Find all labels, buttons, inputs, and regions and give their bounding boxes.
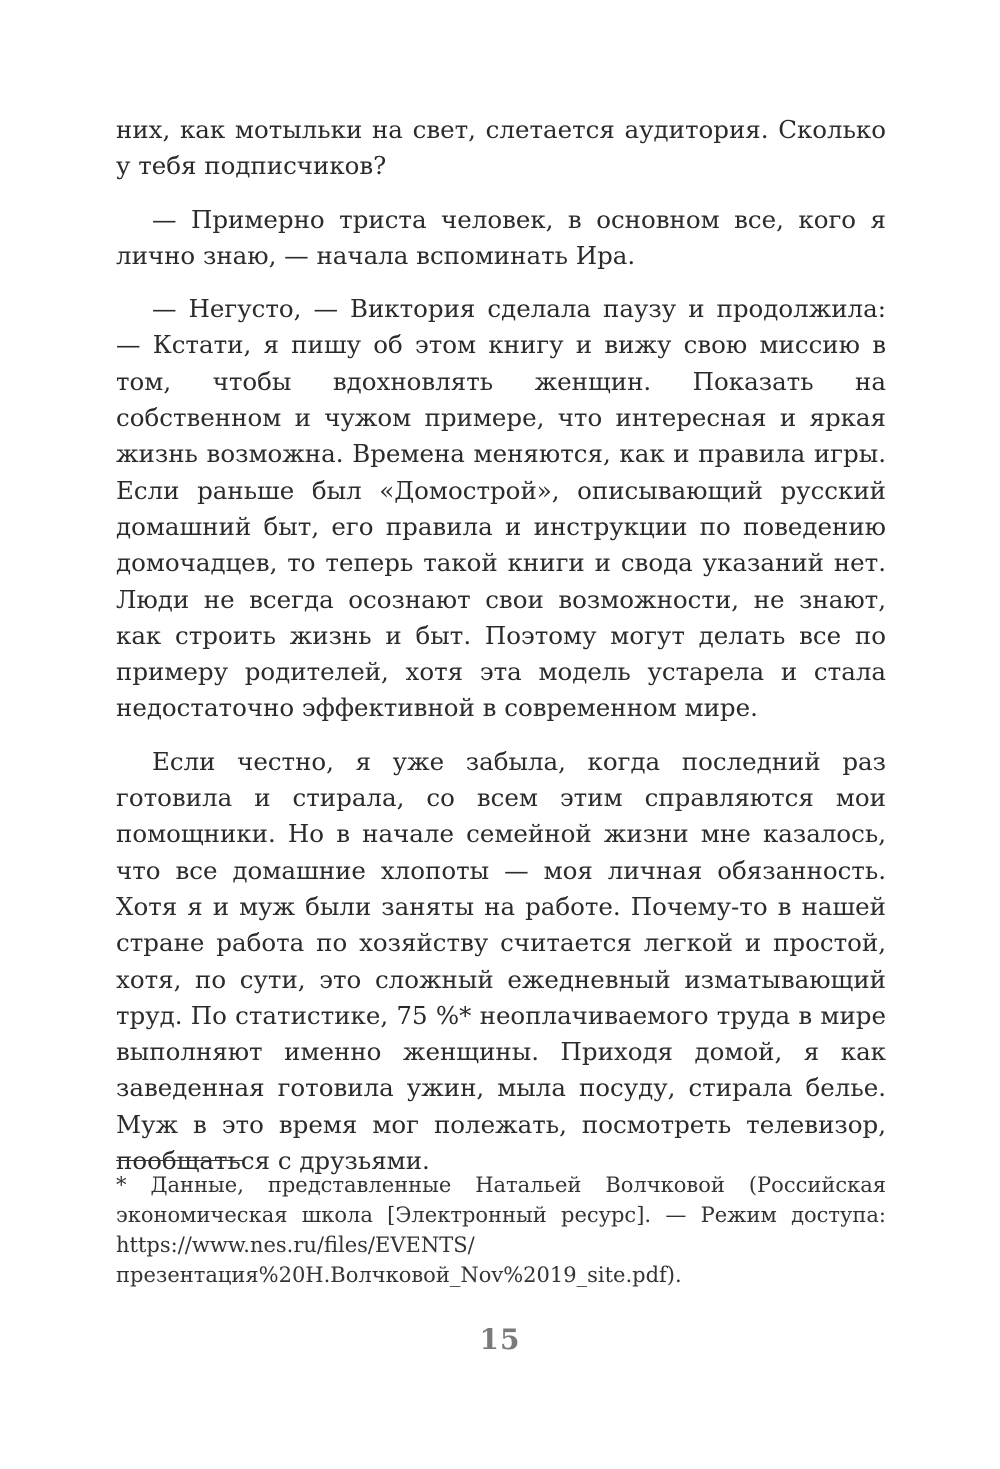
paragraph-continuation: них, как мотыльки на свет, слетается аудитория. Сколько у тебя подписчиков? xyxy=(116,115,886,181)
page-number: 15 xyxy=(479,1323,521,1356)
paragraph-dialogue-ira: — Примерно триста человек, в основном все, кого я лично знаю, — начала вспоминать Ира. xyxy=(116,204,886,270)
book-page-body xyxy=(116,112,886,1179)
paragraph-narrative: Если честно, я уже забыла, когда последний раз готовила и стирала, со всем этим справляются мои помощники. Но в начале семейной жизни мне казалось, что все домашние хлопоты — моя личная обязанность. Хотя я и муж были заняты на работе. Почему-то в нашей стране работа по хозяйству считается легкой и простой, хотя, по сути, это сложный ежедневный изматывающий труд. По статистике, 75 %* неоплачиваемого труда в мире выполняют именно женщины. Приходя домой, я как заведенная готовила ужин, мыла посуду, стирала белье. Муж в это время мог полежать, посмотреть телевизор, пообщаться с друзьями. xyxy=(116,746,886,1176)
footnote-divider xyxy=(116,1160,244,1161)
paragraph-dialogue-viktoria: — Негусто, — Виктория сделала паузу и продолжила: — Кстати, я пишу об этом книгу и вижу свою миссию в том, чтобы вдохновлять женщин. Показать на собственном и чужом примере, что интересная и яркая жизнь возможна. Времена меняются, как и правила игры. Если раньше был «Домострой», описывающий русский домашний быт, его правила и инструкции по поведению домочадцев, то теперь такой книги и свода указаний нет. Люди не всегда осознают свои возможности, не знают, как строить жизнь и быт. Поэтому могут делать все по примеру родителей, хотя эта модель устарела и стала недостаточно эффективной в современном мире. xyxy=(116,294,886,723)
footnote: * Данные, представленные Натальей Волчковой (Российская экономическая школа [Электронный ресурс]. — Режим доступа: https://www.nes.ru/files/EVENTS/презентация%20Н.Волчковой_Nov%2019_site.pdf). xyxy=(116,1173,886,1287)
